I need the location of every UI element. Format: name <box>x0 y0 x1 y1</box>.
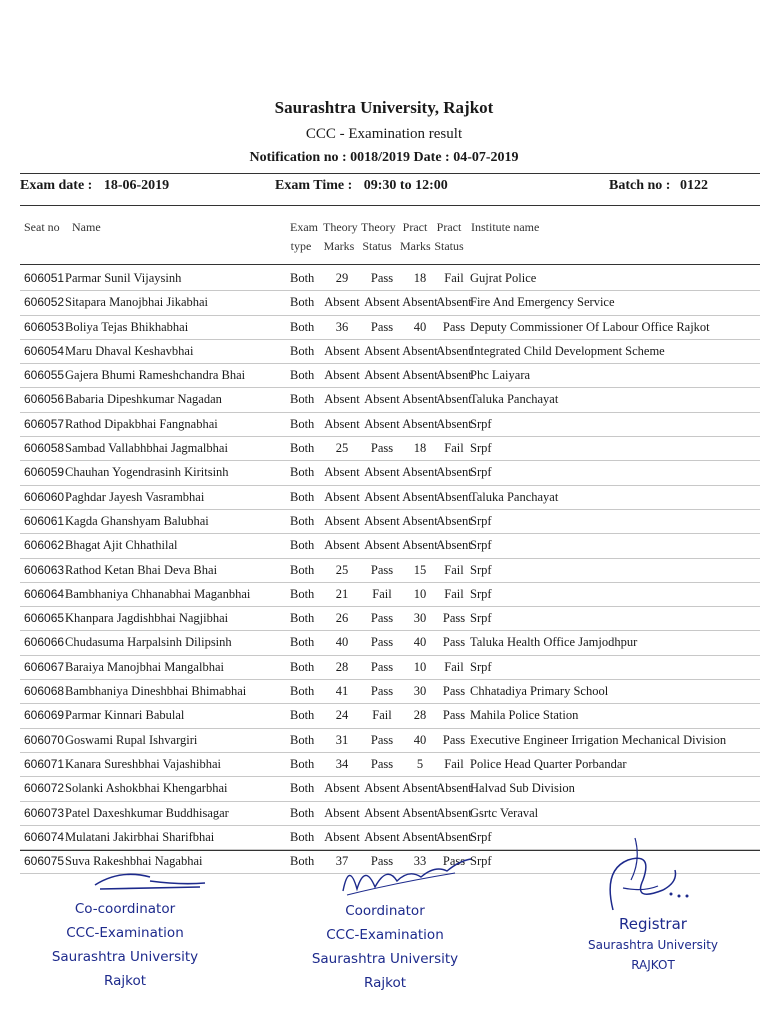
pract-status-cell: Fail <box>444 441 464 456</box>
table-row <box>20 316 760 340</box>
pract-status-cell: Absent <box>436 538 472 553</box>
table-row <box>20 364 760 388</box>
pract-marks-cell: 40 <box>413 319 427 334</box>
exam-type-cell: Both <box>290 513 315 528</box>
pract-status-cell: Fail <box>444 271 464 285</box>
theory-marks-cell: Absent <box>324 829 360 844</box>
institute-cell: Srpf <box>470 562 492 577</box>
registrar-signature <box>583 830 693 920</box>
pract-marks-cell: 10 <box>413 586 427 601</box>
theory-marks-cell: Absent <box>324 538 360 553</box>
table-row <box>20 729 760 753</box>
pract-marks-cell: Absent <box>402 489 438 504</box>
pract-marks-cell: 40 <box>413 732 427 747</box>
name-cell: Khanpara Jagdishbhai Nagjibhai <box>65 611 229 626</box>
exam-type-cell: Both <box>290 805 315 820</box>
exam-subtitle: CCC - Examination result <box>305 126 463 142</box>
exam-time-label: Exam Time : <box>275 178 353 193</box>
seat-no-cell: 606060 <box>24 489 65 504</box>
exam-time-value: 09:30 to 12:00 <box>363 178 448 193</box>
institute-cell: Srpf <box>470 538 492 553</box>
table-row <box>20 656 760 680</box>
theory-marks-cell: 28 <box>335 659 349 674</box>
theory-marks-cell: 40 <box>335 635 349 650</box>
name-cell: Chudasuma Harpalsinh Dilipsinh <box>65 635 232 650</box>
exam-type-cell: Both <box>290 684 315 699</box>
table-row <box>20 631 760 655</box>
theory-status-cell: Absent <box>364 781 400 796</box>
name-cell: Boliya Tejas Bhikhabhai <box>65 319 189 334</box>
institute-cell: Gsrtc Veraval <box>470 805 539 820</box>
theory-marks-cell: 34 <box>335 756 349 771</box>
name-cell: Baraiya Manojbhai Mangalbhai <box>65 659 224 674</box>
name-cell: Paghdar Jayesh Vasrambhai <box>65 489 205 504</box>
theory-marks-cell: Absent <box>324 368 360 383</box>
col-exam-type-line1: Exam <box>290 220 318 234</box>
registrar-block <box>568 912 738 976</box>
name-cell: Kagda Ghanshyam Balubhai <box>65 513 209 528</box>
theory-marks-cell: 37 <box>335 854 349 869</box>
theory-marks-cell: 29 <box>335 271 349 285</box>
sig-center-line1: Coordinator <box>345 903 425 919</box>
table-top-rule <box>20 264 760 265</box>
exam-type-cell: Both <box>290 635 315 650</box>
col-pract-status-line2: Status <box>434 239 464 253</box>
pract-marks-cell: Absent <box>402 465 438 480</box>
theory-status-cell: Absent <box>364 295 400 310</box>
theory-status-cell: Pass <box>370 611 394 626</box>
table-row <box>20 704 760 728</box>
institute-cell: Police Head Quarter Porbandar <box>470 756 627 771</box>
pract-marks-cell: 28 <box>413 708 427 723</box>
table-row <box>20 680 760 704</box>
theory-marks-cell: Absent <box>324 343 360 358</box>
pract-marks-cell: Absent <box>402 538 438 553</box>
name-cell: Parmar Kinnari Babulal <box>65 708 185 723</box>
theory-status-cell: Pass <box>370 732 394 747</box>
theory-marks-cell: 41 <box>335 684 349 699</box>
institute-cell: Srpf <box>470 659 492 674</box>
institute-cell: Srpf <box>470 441 492 456</box>
theory-status-cell: Pass <box>370 562 394 577</box>
theory-status-cell: Absent <box>364 368 400 383</box>
sig-left-line1: Co-coordinator <box>74 901 176 917</box>
pract-status-cell: Absent <box>436 368 472 383</box>
theory-status-cell: Pass <box>370 441 394 456</box>
name-cell: Parmar Sunil Vijaysinh <box>65 271 182 285</box>
table-row <box>20 437 760 461</box>
seat-no-cell: 606063 <box>24 562 65 577</box>
name-cell: Rathod Dipakbhai Fangnabhai <box>65 416 218 431</box>
exam-type-cell: Both <box>290 416 315 431</box>
pract-marks-cell: 5 <box>416 756 424 771</box>
theory-marks-cell: Absent <box>324 465 360 480</box>
pract-marks-cell: Absent <box>402 295 438 310</box>
exam-type-cell: Both <box>290 441 315 456</box>
theory-marks-cell: Absent <box>324 489 360 504</box>
table-row <box>20 267 760 291</box>
seat-no-cell: 606074 <box>24 829 65 844</box>
pract-status-cell: Absent <box>436 805 472 820</box>
pract-marks-cell: Absent <box>402 416 438 431</box>
institute-cell: Srpf <box>470 416 492 431</box>
table-row <box>20 753 760 777</box>
exam-type-cell: Both <box>290 489 315 504</box>
theory-marks-cell: 31 <box>335 732 349 747</box>
institute-cell: Gujrat Police <box>470 271 537 285</box>
exam-type-cell: Both <box>290 368 315 383</box>
seat-no-cell: 606072 <box>24 781 65 796</box>
seat-no-cell: 606066 <box>24 635 65 650</box>
seat-no-cell: 606064 <box>24 586 65 601</box>
pract-status-cell: Absent <box>436 465 472 480</box>
theory-status-cell: Absent <box>364 829 400 844</box>
col-exam-type-line2: type <box>290 239 312 253</box>
table-row <box>20 291 760 315</box>
seat-no-cell: 606053 <box>24 319 65 334</box>
sig-left-line2: CCC-Examination <box>66 925 184 941</box>
pract-marks-cell: 40 <box>413 635 427 650</box>
col-institute: Institute name <box>471 220 540 234</box>
seat-no-cell: 606070 <box>24 732 65 747</box>
exam-type-cell: Both <box>290 781 315 796</box>
theory-marks-cell: 25 <box>335 562 349 577</box>
exam-date <box>20 178 169 194</box>
seat-no-cell: 606071 <box>24 756 65 771</box>
col-theory-status <box>361 218 396 256</box>
pract-marks-cell: Absent <box>402 368 438 383</box>
seat-no-cell: 606067 <box>24 659 65 674</box>
theory-marks-cell: 24 <box>335 708 349 723</box>
exam-type-cell: Both <box>290 756 315 771</box>
seat-no-cell: 606054 <box>24 343 65 358</box>
pract-status-cell: Fail <box>444 659 464 674</box>
name-cell: Solanki Ashokbhai Khengarbhai <box>65 781 228 796</box>
name-cell: Suva Rakeshbhai Nagabhai <box>65 854 203 869</box>
theory-marks-cell: 36 <box>335 319 349 334</box>
theory-status-cell: Pass <box>370 271 394 285</box>
col-pract-status-line1: Pract <box>436 220 462 234</box>
col-theory-marks-line2: Marks <box>323 239 355 253</box>
name-cell: Mulatani Jakirbhai Sharifbhai <box>65 829 215 844</box>
theory-marks-cell: Absent <box>324 295 360 310</box>
exam-type-cell: Both <box>290 708 315 723</box>
theory-marks-cell: 26 <box>335 611 349 626</box>
table-row <box>20 486 760 510</box>
col-theory-status-line2: Status <box>362 239 392 253</box>
seat-no-cell: 606065 <box>24 611 65 626</box>
pract-status-cell: Pass <box>442 319 466 334</box>
sig-left-line3: Saurashtra University <box>51 949 199 965</box>
pract-marks-cell: 18 <box>413 441 427 456</box>
exam-date-label: Exam date : <box>20 178 93 193</box>
pract-status-cell: Pass <box>442 732 466 747</box>
institute-cell: Executive Engineer Irrigation Mechanical Division <box>470 732 727 747</box>
table-row <box>20 413 760 437</box>
institute-cell: Mahila Police Station <box>470 708 579 723</box>
pract-status-cell: Absent <box>436 295 472 310</box>
pract-status-cell: Fail <box>444 562 464 577</box>
name-cell: Patel Daxeshkumar Buddhisagar <box>65 805 229 820</box>
col-theory-status-line1: Theory <box>361 220 396 234</box>
exam-type-cell: Both <box>290 295 315 310</box>
pract-status-cell: Absent <box>436 392 472 407</box>
theory-status-cell: Absent <box>364 513 400 528</box>
name-cell: Kanara Sureshbhai Vajashibhai <box>65 756 221 771</box>
table-row <box>20 510 760 534</box>
sig-center-line2: CCC-Examination <box>326 927 444 943</box>
sig-center-line4: Rajkot <box>364 975 406 991</box>
theory-marks-cell: Absent <box>324 781 360 796</box>
pract-marks-cell: Absent <box>402 829 438 844</box>
theory-marks-cell: Absent <box>324 805 360 820</box>
pract-status-cell: Pass <box>442 635 466 650</box>
theory-status-cell: Absent <box>364 392 400 407</box>
pract-marks-cell: 30 <box>413 611 427 626</box>
pract-marks-cell: Absent <box>402 392 438 407</box>
exam-type-cell: Both <box>290 829 315 844</box>
coordinator-block <box>305 899 465 995</box>
institute-cell: Srpf <box>470 586 492 601</box>
table-row <box>20 802 760 826</box>
institute-cell: Srpf <box>470 513 492 528</box>
theory-marks-cell: 25 <box>335 441 349 456</box>
col-exam-type <box>290 218 318 256</box>
institute-cell: Taluka Panchayat <box>470 489 559 504</box>
table-row <box>20 559 760 583</box>
seat-no-cell: 606056 <box>24 392 65 407</box>
exam-type-cell: Both <box>290 659 315 674</box>
exam-type-cell: Both <box>290 538 315 553</box>
pract-marks-cell: Absent <box>402 343 438 358</box>
sig-left-line4: Rajkot <box>104 973 146 989</box>
institute-cell: Phc Laiyara <box>470 368 531 383</box>
theory-status-cell: Absent <box>364 538 400 553</box>
institute-cell: Srpf <box>470 465 492 480</box>
name-cell: Bhagat Ajit Chhathilal <box>65 538 178 553</box>
seat-no-cell: 606051 <box>24 271 65 285</box>
theory-status-cell: Pass <box>370 319 394 334</box>
exam-type-cell: Both <box>290 319 315 334</box>
exam-type-cell: Both <box>290 854 315 869</box>
pract-status-cell: Pass <box>442 684 466 699</box>
col-theory-marks-line1: Theory <box>323 220 358 234</box>
institute-cell: Deputy Commissioner Of Labour Office Rajkot <box>470 319 710 334</box>
institute-cell: Srpf <box>470 854 492 869</box>
theory-status-cell: Absent <box>364 805 400 820</box>
table-row <box>20 534 760 558</box>
pract-status-cell: Fail <box>444 756 464 771</box>
batch-label: Batch no : <box>609 178 671 193</box>
sig-center-line3: Saurashtra University <box>311 951 459 967</box>
institute-cell: Halvad Sub Division <box>470 781 575 796</box>
seat-no-cell: 606055 <box>24 368 65 383</box>
table-row <box>20 461 760 485</box>
table-row <box>20 607 760 631</box>
top-rule <box>20 173 760 174</box>
result-table <box>20 267 760 874</box>
seat-no-cell: 606069 <box>24 708 65 723</box>
theory-marks-cell: 21 <box>335 586 349 601</box>
sig-right-line3: RAJKOT <box>631 958 675 972</box>
batch-no <box>609 178 708 194</box>
notification-line: Notification no : 0018/2019 Date : 04-07-2019 <box>249 150 519 165</box>
col-name: Name <box>72 220 101 234</box>
theory-marks-cell: Absent <box>324 392 360 407</box>
name-cell: Chauhan Yogendrasinh Kiritsinh <box>65 465 229 480</box>
theory-status-cell: Pass <box>370 854 394 869</box>
theory-status-cell: Absent <box>364 343 400 358</box>
pract-marks-cell: Absent <box>402 805 438 820</box>
theory-status-cell: Absent <box>364 489 400 504</box>
col-seat-no: Seat no <box>24 220 60 234</box>
batch-value: 0122 <box>679 178 708 193</box>
table-row <box>20 388 760 412</box>
name-cell: Bambhaniya Dineshbhai Bhimabhai <box>65 684 247 699</box>
col-pract-marks-line2: Marks <box>400 239 431 253</box>
seat-no-cell: 606062 <box>24 538 65 553</box>
col-pract-status <box>434 218 464 256</box>
pract-marks-cell: 18 <box>413 271 427 285</box>
exam-type-cell: Both <box>290 465 315 480</box>
seat-no-cell: 606057 <box>24 416 65 431</box>
theory-marks-cell: Absent <box>324 416 360 431</box>
theory-marks-cell: Absent <box>324 513 360 528</box>
seat-no-cell: 606058 <box>24 441 65 456</box>
university-title: Saurashtra University, Rajkot <box>274 98 494 117</box>
col-pract-marks-line1: Pract <box>402 220 428 234</box>
table-row <box>20 340 760 364</box>
theory-status-cell: Fail <box>372 708 392 723</box>
co-coordinator-block <box>45 897 205 993</box>
name-cell: Gajera Bhumi Rameshchandra Bhai <box>65 368 246 383</box>
seat-no-cell: 606068 <box>24 684 65 699</box>
pract-marks-cell: 33 <box>413 854 427 869</box>
theory-status-cell: Absent <box>364 465 400 480</box>
name-cell: Sitapara Manojbhai Jikabhai <box>65 295 209 310</box>
pract-marks-cell: Absent <box>402 781 438 796</box>
sig-right-line1: Registrar <box>619 915 687 933</box>
pract-marks-cell: Absent <box>402 513 438 528</box>
pract-status-cell: Absent <box>436 781 472 796</box>
exam-type-cell: Both <box>290 611 315 626</box>
name-cell: Maru Dhaval Keshavbhai <box>65 343 194 358</box>
name-cell: Sambad Vallabhbhai Jagmalbhai <box>65 441 228 456</box>
pract-status-cell: Pass <box>442 708 466 723</box>
theory-status-cell: Pass <box>370 635 394 650</box>
exam-date-value: 18-06-2019 <box>103 178 170 193</box>
institute-cell: Chhatadiya Primary School <box>470 684 609 699</box>
exam-type-cell: Both <box>290 586 315 601</box>
table-row <box>20 777 760 801</box>
institute-cell: Integrated Child Development Scheme <box>470 343 665 358</box>
exam-time <box>275 178 448 194</box>
sig-right-line2: Saurashtra University <box>587 938 719 952</box>
name-cell: Goswami Rupal Ishvargiri <box>65 732 198 747</box>
pract-marks-cell: 15 <box>413 562 427 577</box>
institute-cell: Fire And Emergency Service <box>470 295 615 310</box>
seat-no-cell: 606075 <box>24 854 65 869</box>
seat-no-cell: 606059 <box>24 465 65 480</box>
institute-cell: Srpf <box>470 829 492 844</box>
table-row <box>20 583 760 607</box>
header-rule <box>20 205 760 206</box>
pract-status-cell: Pass <box>442 611 466 626</box>
theory-status-cell: Absent <box>364 416 400 431</box>
exam-type-cell: Both <box>290 271 315 285</box>
coordinator-signature <box>335 851 475 901</box>
pract-status-cell: Absent <box>436 343 472 358</box>
seat-no-cell: 606052 <box>24 295 65 310</box>
pract-status-cell: Absent <box>436 829 472 844</box>
name-cell: Bambhaniya Chhanabhai Maganbhai <box>65 586 251 601</box>
theory-status-cell: Fail <box>372 586 392 601</box>
pract-marks-cell: 10 <box>413 659 427 674</box>
exam-type-cell: Both <box>290 562 315 577</box>
seat-no-cell: 606073 <box>24 805 65 820</box>
theory-status-cell: Pass <box>370 659 394 674</box>
seat-no-cell: 606061 <box>24 513 65 528</box>
pract-marks-cell: 30 <box>413 684 427 699</box>
institute-cell: Taluka Health Office Jamjodhpur <box>470 635 638 650</box>
name-cell: Rathod Ketan Bhai Deva Bhai <box>65 562 218 577</box>
col-theory-marks <box>323 218 358 256</box>
institute-cell: Taluka Panchayat <box>470 392 559 407</box>
pract-status-cell: Absent <box>436 416 472 431</box>
co-coordinator-signature <box>90 867 210 897</box>
pract-status-cell: Fail <box>444 586 464 601</box>
name-cell: Babaria Dipeshkumar Nagadan <box>65 392 222 407</box>
exam-type-cell: Both <box>290 392 315 407</box>
pract-status-cell: Pass <box>442 854 466 869</box>
institute-cell: Srpf <box>470 611 492 626</box>
theory-status-cell: Pass <box>370 756 394 771</box>
exam-type-cell: Both <box>290 343 315 358</box>
col-pract-marks <box>400 218 430 256</box>
exam-type-cell: Both <box>290 732 315 747</box>
theory-status-cell: Pass <box>370 684 394 699</box>
pract-status-cell: Absent <box>436 513 472 528</box>
pract-status-cell: Absent <box>436 489 472 504</box>
